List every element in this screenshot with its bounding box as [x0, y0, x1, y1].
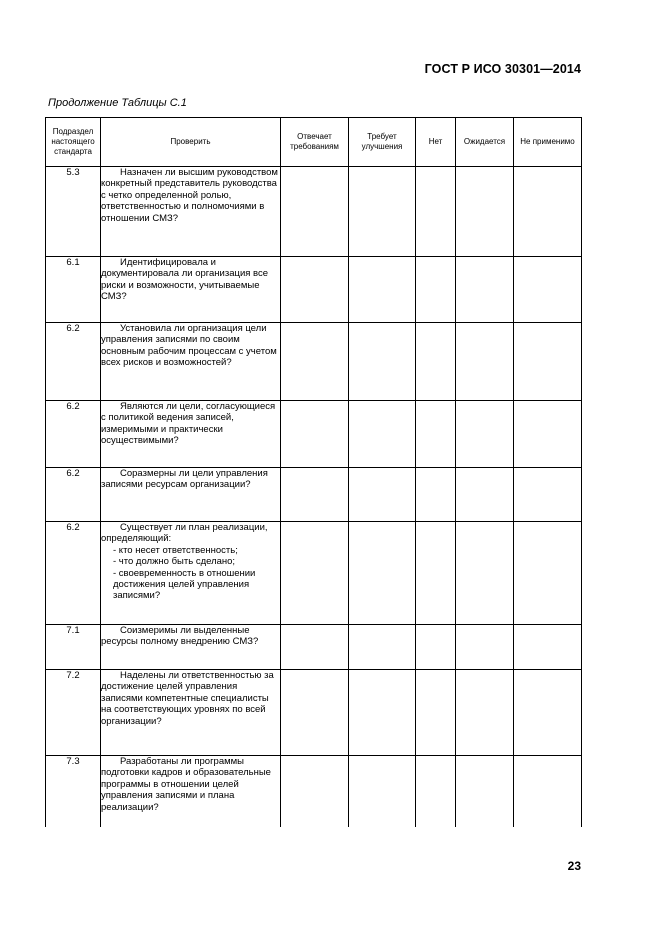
row-section: 6.2 — [46, 522, 101, 625]
answer-cell-expected — [456, 257, 514, 323]
answer-cell-not-applicable — [514, 756, 582, 827]
answer-cell-meets — [281, 167, 349, 257]
answer-cell-needs-improvement — [349, 670, 416, 756]
answer-cell-not-applicable — [514, 625, 582, 670]
answer-cell-needs-improvement — [349, 522, 416, 625]
page-number: 23 — [567, 859, 581, 873]
table-row — [46, 756, 582, 827]
row-question: Соразмерны ли цели управления записями ресурсам организации? — [101, 468, 268, 491]
answer-cell-no — [416, 625, 456, 670]
answer-cell-expected — [456, 167, 514, 257]
row-section: 5.3 — [46, 167, 101, 257]
table-row — [46, 670, 582, 756]
checklist-table — [45, 117, 582, 827]
row-question: Идентифицировала и документировала ли организация все риски и возможности, учитываемые СМЗ? — [101, 257, 269, 303]
answer-cell-expected — [456, 670, 514, 756]
row-section: 6.2 — [46, 401, 101, 468]
answer-cell-needs-improvement — [349, 625, 416, 670]
answer-cell-expected — [456, 323, 514, 401]
answer-cell-needs-improvement — [349, 257, 416, 323]
answer-cell-needs-improvement — [349, 323, 416, 401]
row-question-cell — [101, 257, 281, 323]
answer-cell-expected — [456, 401, 514, 468]
answer-cell-not-applicable — [514, 670, 582, 756]
row-question-cell — [101, 323, 281, 401]
table-row — [46, 167, 582, 257]
answer-cell-needs-improvement — [349, 756, 416, 827]
table-row — [46, 257, 582, 323]
answer-cell-meets — [281, 468, 349, 522]
col-header-section: Подраздел настоящего стандарта — [46, 118, 101, 167]
table-row — [46, 401, 582, 468]
answer-cell-meets — [281, 323, 349, 401]
row-question-cell — [101, 756, 281, 827]
row-question-cell — [101, 625, 281, 670]
row-section: 6.1 — [46, 257, 101, 323]
col-header-meets: Отвечает требованиям — [281, 118, 349, 167]
answer-cell-meets — [281, 257, 349, 323]
row-question-cell — [101, 522, 281, 625]
table-header-row — [46, 118, 582, 167]
answer-cell-not-applicable — [514, 323, 582, 401]
answer-cell-expected — [456, 468, 514, 522]
answer-cell-needs-improvement — [349, 167, 416, 257]
row-section: 6.2 — [46, 468, 101, 522]
answer-cell-no — [416, 670, 456, 756]
table-row — [46, 468, 582, 522]
answer-cell-no — [416, 468, 456, 522]
answer-cell-expected — [456, 625, 514, 670]
answer-cell-no — [416, 323, 456, 401]
row-question-cell — [101, 670, 281, 756]
answer-cell-meets — [281, 625, 349, 670]
col-header-needs-improvement: Требует улучшения — [349, 118, 416, 167]
answer-cell-needs-improvement — [349, 468, 416, 522]
row-question-cell — [101, 401, 281, 468]
answer-cell-no — [416, 756, 456, 827]
row-section: 7.2 — [46, 670, 101, 756]
table-row — [46, 522, 582, 625]
answer-cell-not-applicable — [514, 167, 582, 257]
answer-cell-not-applicable — [514, 522, 582, 625]
row-section: 7.3 — [46, 756, 101, 827]
answer-cell-no — [416, 522, 456, 625]
row-question: Установила ли организация цели управления записями по своим основным рабочим процессам с учетом всех рисков и возможностей? — [101, 323, 277, 369]
row-question: Являются ли цели, согласующиеся с политикой ведения записей, измеримыми и практически осуществимыми? — [101, 401, 276, 447]
row-question-subitem: - своевременность в отношении достижения целей управления записями? — [113, 567, 256, 602]
answer-cell-meets — [281, 756, 349, 827]
table-caption: Продолжение Таблицы С.1 — [48, 97, 187, 109]
col-header-not-applicable: Не применимо — [514, 118, 582, 167]
row-question: Наделены ли ответственностью за достижение целей управления записями компетентные специалисты на соответствующих уровнях по всей организации? — [101, 670, 274, 727]
answer-cell-expected — [456, 522, 514, 625]
answer-cell-no — [416, 167, 456, 257]
answer-cell-no — [416, 401, 456, 468]
row-question: Соизмеримы ли выделенные ресурсы полному внедрению СМЗ? — [101, 625, 259, 648]
answer-cell-needs-improvement — [349, 401, 416, 468]
answer-cell-not-applicable — [514, 257, 582, 323]
row-question-subitem: - кто несет ответственность; — [113, 544, 238, 556]
row-question-subitem: - что должно быть сделано; — [113, 556, 236, 568]
row-question-cell — [101, 167, 281, 257]
row-question: Назначен ли высшим руководством конкретный представитель руководства с четко определенной ролью, ответственностью и полномочиями в отношении СМЗ? — [101, 167, 278, 224]
answer-cell-not-applicable — [514, 401, 582, 468]
row-question: Разработаны ли программы подготовки кадров и образовательные программы в отношении целей управления записями и плана реализации? — [101, 756, 271, 813]
row-section: 6.2 — [46, 323, 101, 401]
row-question: Существует ли план реализации, определяющий: — [101, 522, 268, 545]
table-row — [46, 323, 582, 401]
answer-cell-meets — [281, 670, 349, 756]
answer-cell-meets — [281, 522, 349, 625]
col-header-expected: Ожидается — [456, 118, 514, 167]
col-header-no: Нет — [416, 118, 456, 167]
row-question-cell — [101, 468, 281, 522]
col-header-check: Проверить — [101, 118, 281, 167]
answer-cell-no — [416, 257, 456, 323]
answer-cell-expected — [456, 756, 514, 827]
answer-cell-not-applicable — [514, 468, 582, 522]
document-header: ГОСТ Р ИСО 30301—2014 — [424, 62, 581, 76]
answer-cell-meets — [281, 401, 349, 468]
row-section: 7.1 — [46, 625, 101, 670]
table-row — [46, 625, 582, 670]
